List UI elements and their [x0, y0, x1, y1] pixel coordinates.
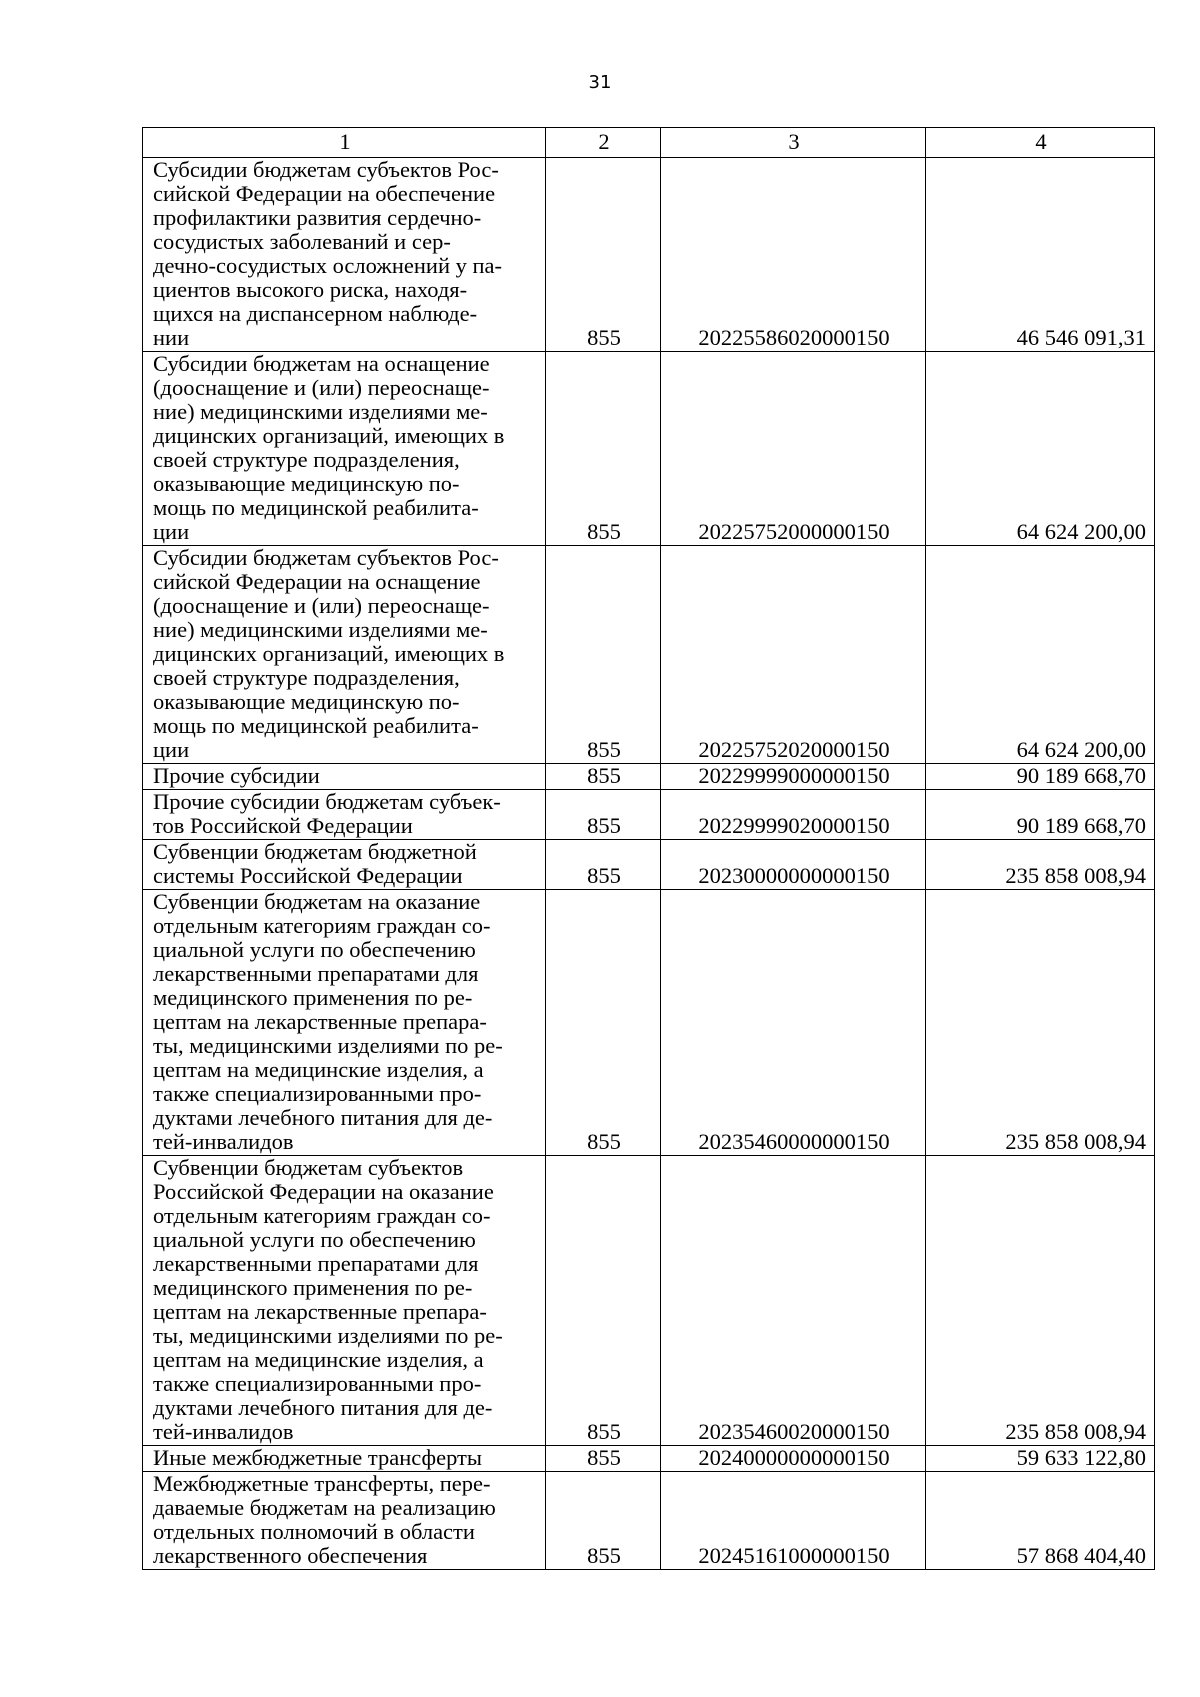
table-row — [143, 158, 1155, 352]
description-line: лекарственными препаратами для — [153, 1251, 479, 1276]
description-line: (дооснащение и (или) переоснаще- — [153, 375, 490, 400]
description-line: тей-инвалидов — [153, 1129, 294, 1154]
description-line: дуктами лечебного питания для де- — [153, 1395, 493, 1420]
description-line: Субсидии бюджетам субъектов Рос- — [153, 157, 499, 182]
description-line: Субвенции бюджетам субъектов — [153, 1155, 464, 1180]
admin-code-cell: 855 — [546, 890, 661, 1156]
description-line: оказывающие медицинскую по- — [153, 689, 460, 714]
budget-code-cell: 20235460020000150 — [661, 1156, 926, 1446]
row-description — [143, 1156, 546, 1446]
page-number: 31 — [588, 72, 612, 93]
description-line: сийской Федерации на обеспечение — [153, 181, 496, 206]
admin-code-cell: 855 — [546, 790, 661, 840]
amount-cell: 46 546 091,31 — [926, 158, 1155, 352]
budget-code-cell: 20240000000000150 — [661, 1446, 926, 1472]
description-line: ние) медицинскими изделиями ме- — [153, 399, 488, 424]
description-line: Прочие субсидии бюджетам субъек- — [153, 789, 501, 814]
admin-code-cell: 855 — [546, 1446, 661, 1472]
row-description — [143, 840, 546, 890]
admin-code-cell: 855 — [546, 546, 661, 764]
table-row — [143, 764, 1155, 790]
budget-revenue-table — [142, 127, 1155, 1570]
column-header-4: 4 — [926, 128, 1155, 158]
column-header-1: 1 — [143, 128, 546, 158]
admin-code-cell: 855 — [546, 352, 661, 546]
admin-code-cell: 855 — [546, 1156, 661, 1446]
table-row — [143, 546, 1155, 764]
table-row — [143, 352, 1155, 546]
budget-code-cell: 20235460000000150 — [661, 890, 926, 1156]
description-line: системы Российской Федерации — [153, 863, 463, 888]
description-line: лекарственными препаратами для — [153, 961, 479, 986]
description-line: тов Российской Федерации — [153, 813, 413, 838]
description-line: Межбюджетные трансферты, пере- — [153, 1471, 491, 1496]
admin-code-cell: 855 — [546, 158, 661, 352]
admin-code-cell: 855 — [546, 764, 661, 790]
description-line: дечно-сосудистых осложнений у па- — [153, 253, 503, 278]
amount-cell: 90 189 668,70 — [926, 764, 1155, 790]
table-row — [143, 840, 1155, 890]
description-line: циальной услуги по обеспечению — [153, 1227, 476, 1252]
description-line: также специализированными про- — [153, 1081, 482, 1106]
description-line: лекарственного обеспечения — [153, 1543, 428, 1568]
description-line: ции — [153, 737, 190, 762]
amount-cell: 64 624 200,00 — [926, 352, 1155, 546]
description-line: отдельным категориям граждан со- — [153, 913, 491, 938]
description-line: отдельных полномочий в области — [153, 1519, 475, 1544]
description-line: даваемые бюджетам на реализацию — [153, 1495, 496, 1520]
table-row — [143, 890, 1155, 1156]
description-line: профилактики развития сердечно- — [153, 205, 482, 230]
amount-cell: 235 858 008,94 — [926, 1156, 1155, 1446]
description-line: ние) медицинскими изделиями ме- — [153, 617, 488, 642]
description-line: медицинского применения по ре- — [153, 1275, 473, 1300]
description-line: Субсидии бюджетам на оснащение — [153, 351, 490, 376]
budget-code-cell: 20225586020000150 — [661, 158, 926, 352]
table-row — [143, 1446, 1155, 1472]
description-line: Иные межбюджетные трансферты — [153, 1445, 483, 1470]
row-description — [143, 546, 546, 764]
description-line: (дооснащение и (или) переоснаще- — [153, 593, 490, 618]
description-line: цептам на медицинские изделия, а — [153, 1347, 484, 1372]
description-line: циентов высокого риска, находя- — [153, 277, 468, 302]
description-line: Прочие субсидии — [153, 763, 320, 788]
description-line: цептам на лекарственные препара- — [153, 1009, 487, 1034]
description-line: Российской Федерации на оказание — [153, 1179, 494, 1204]
budget-code-cell: 20229999000000150 — [661, 764, 926, 790]
amount-cell: 90 189 668,70 — [926, 790, 1155, 840]
description-line: Субвенции бюджетам бюджетной — [153, 839, 477, 864]
table-body — [143, 158, 1155, 1570]
budget-code-cell: 20225752000000150 — [661, 352, 926, 546]
row-description — [143, 890, 546, 1156]
row-description — [143, 764, 546, 790]
table-row — [143, 1156, 1155, 1446]
amount-cell: 64 624 200,00 — [926, 546, 1155, 764]
budget-code-cell: 20225752020000150 — [661, 546, 926, 764]
amount-cell: 235 858 008,94 — [926, 840, 1155, 890]
description-line: мощь по медицинской реабилита- — [153, 495, 479, 520]
description-line: цептам на лекарственные препара- — [153, 1299, 487, 1324]
description-line: сосудистых заболеваний и сер- — [153, 229, 451, 254]
description-line: нии — [153, 325, 190, 350]
column-header-3: 3 — [661, 128, 926, 158]
description-line: Субвенции бюджетам на оказание — [153, 889, 481, 914]
description-line: ты, медицинскими изделиями по ре- — [153, 1033, 503, 1058]
budget-code-cell: 20230000000000150 — [661, 840, 926, 890]
row-description — [143, 1446, 546, 1472]
description-line: тей-инвалидов — [153, 1419, 294, 1444]
table-row — [143, 790, 1155, 840]
amount-cell: 57 868 404,40 — [926, 1472, 1155, 1570]
amount-cell: 59 633 122,80 — [926, 1446, 1155, 1472]
admin-code-cell: 855 — [546, 1472, 661, 1570]
description-line: своей структуре подразделения, — [153, 447, 460, 472]
description-line: дуктами лечебного питания для де- — [153, 1105, 493, 1130]
table-row — [143, 1472, 1155, 1570]
row-description — [143, 1472, 546, 1570]
description-line: дицинских организаций, имеющих в — [153, 641, 505, 666]
description-line: Субсидии бюджетам субъектов Рос- — [153, 545, 499, 570]
table-header-row — [143, 128, 1155, 158]
description-line: ции — [153, 519, 190, 544]
description-line: щихся на диспансерном наблюде- — [153, 301, 478, 326]
budget-code-cell: 20245161000000150 — [661, 1472, 926, 1570]
admin-code-cell: 855 — [546, 840, 661, 890]
description-line: оказывающие медицинскую по- — [153, 471, 460, 496]
amount-cell: 235 858 008,94 — [926, 890, 1155, 1156]
description-line: дицинских организаций, имеющих в — [153, 423, 505, 448]
description-line: цептам на медицинские изделия, а — [153, 1057, 484, 1082]
description-line: ты, медицинскими изделиями по ре- — [153, 1323, 503, 1348]
description-line: мощь по медицинской реабилита- — [153, 713, 479, 738]
budget-code-cell: 20229999020000150 — [661, 790, 926, 840]
column-header-2: 2 — [546, 128, 661, 158]
description-line: циальной услуги по обеспечению — [153, 937, 476, 962]
description-line: отдельным категориям граждан со- — [153, 1203, 491, 1228]
description-line: своей структуре подразделения, — [153, 665, 460, 690]
description-line: также специализированными про- — [153, 1371, 482, 1396]
description-line: медицинского применения по ре- — [153, 985, 473, 1010]
description-line: сийской Федерации на оснащение — [153, 569, 481, 594]
row-description — [143, 158, 546, 352]
row-description — [143, 790, 546, 840]
row-description — [143, 352, 546, 546]
